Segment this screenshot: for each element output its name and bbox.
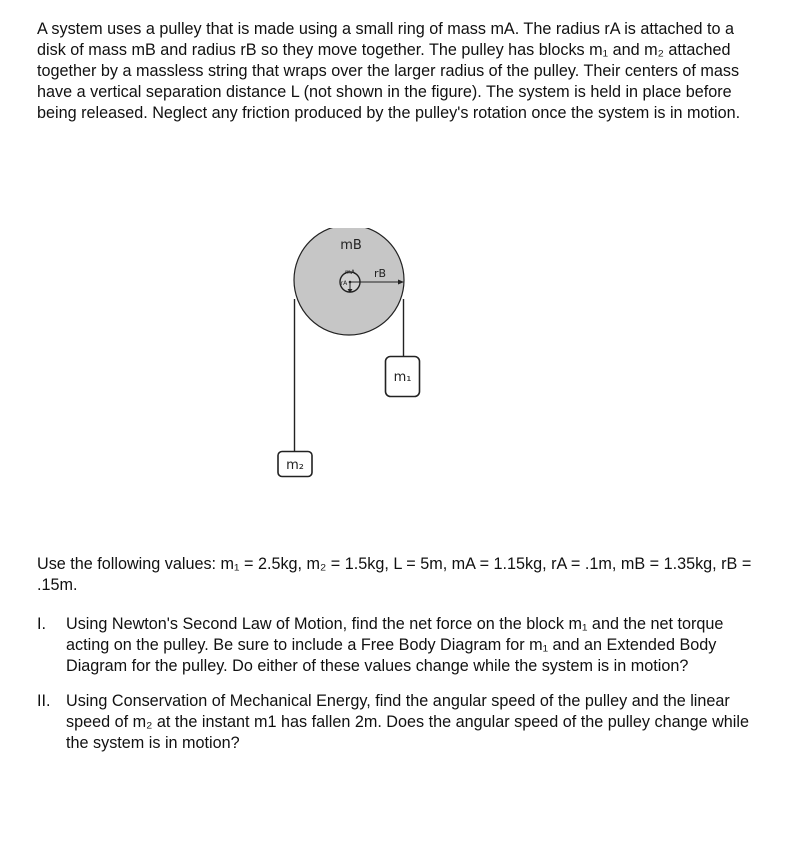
block-m1-label: m₁ — [393, 370, 412, 385]
question-number: I. — [37, 615, 46, 633]
block-m2-label: m₂ — [286, 458, 304, 473]
question-text: Using Conservation of Mechanical Energy, find the angular speed of the pulley and the linear speed of m₂ at the instant m1 has fallen 2m. Does the angular speed of the pulley change while the system is in motion? — [66, 692, 749, 752]
pulley-diagram — [270, 228, 430, 483]
disk-radius-label: rB — [373, 267, 387, 280]
disk-mass-label: mB — [340, 238, 362, 253]
question-item — [37, 614, 753, 677]
question-item — [37, 691, 753, 754]
question-list — [37, 614, 753, 768]
question-number: II. — [37, 692, 51, 710]
question-text: Using Newton's Second Law of Motion, find the net force on the block m₁ and the net torque acting on the pulley. Be sure to include a Free Body Diagram for m₁ and an Extended Body Diagram for the pulley. Do either of these values change while the system is in motion? — [66, 615, 724, 675]
given-values: Use the following values: m₁ = 2.5kg, m₂ = 1.5kg, L = 5m, mA = 1.15kg, rA = .1m, mB = 1.35kg, rB = .15m. — [37, 555, 752, 594]
problem-intro: A system uses a pulley that is made using a small ring of mass mA. The radius rA is attached to a disk of mass mB and radius rB so they move together. The pulley has blocks m₁ and m₂ attached together by a massless string that wraps over the larger radius of the pulley. Their centers of mass have a vertical separation distance L (not shown in the figure). The system is held in place before being released. Neglect any friction produced by the pulley's rotation once the system is in motion. — [37, 20, 741, 122]
ring-radius-label: rA — [340, 280, 348, 287]
ring-mass-label: mA — [345, 269, 355, 276]
